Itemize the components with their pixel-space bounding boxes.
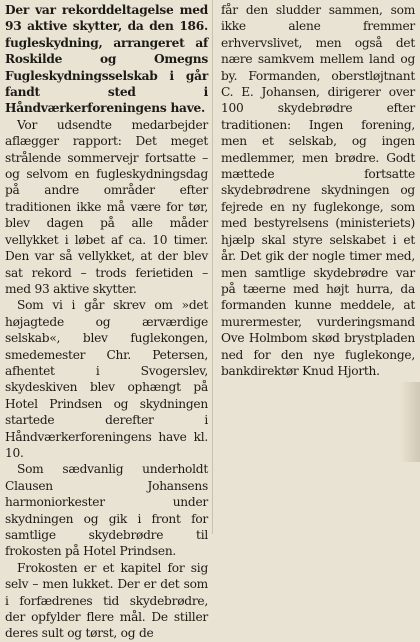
article-paragraph: Frokosten er et kapitel for sig selv – men lukket. Der er det som i forfædrenes tid skydebrødre, der opfylder flere mål. De stiller deres sult og tørst, og de [5, 560, 208, 641]
paper-edge-shading [400, 382, 420, 462]
column-divider [212, 0, 213, 534]
article-paragraph: Som vi i går skrev om »det højagtede og ærværdige selskab«, blev fuglekongen, smedemester Chr. Petersen, afhentet i Svogerslev, skydeskiven blev ophængt på Hotel Prindsen og skydningen startede derefter i Håndværkerforeningens have kl. 10. [5, 298, 208, 460]
article-column-left [5, 2, 208, 642]
article-column-right [221, 2, 415, 379]
article-paragraph: Vor udsendte medarbejder aflægger rapport: Det meget strålende sommervejr fortsatte – og selvom en fugleskydningsdag på andre områder efter traditionen ikke må være for tør, blev dagen på alle måder vellykket i løbet af ca. 10 timer. Den var så vellykket, at der blev sat rekord – trods ferietiden – med 93 aktive skytter. [5, 117, 208, 296]
article-paragraph: får den sludder sammen, som ikke alene fremmer erhvervslivet, men også det nære samkvem mellem land og by. Formanden, oberstløjtnant C. E. Johansen, dirigerer over 100 skydebrødre efter traditionen: Ingen forening, men et selskab, og ingen medlemmer, men brødre. Godt mættede fortsatte skydebrødrene skydningen og fejrede en ny fuglekonge, som med bestyrelsens (ministeriets) hjælp skal styre selskabet i et år. Det gik der nogle timer med, men samtlige skydebrødre var på tæerne med højt hurra, da formanden kunne meddele, at murermester, vurderingsmand Ove Holmbom skød brystpladen ned for den nye fuglekonge, bankdirektør Knud Hjorth. [221, 3, 415, 378]
article-paragraph: Som sædvanlig underholdt Clausen Johansens harmoniorkester under skydningen og gik i front for samtlige skydebrødre til frokosten på Hotel Prindsen. [5, 462, 208, 559]
article-lead: Der var rekorddeltagelse med 93 aktive skytter, da den 186. fugleskydning, arrangeret af Roskilde og Omegns Fugleskydningsselskab i går fandt sted i Håndværkerforeningens have. [5, 3, 208, 116]
